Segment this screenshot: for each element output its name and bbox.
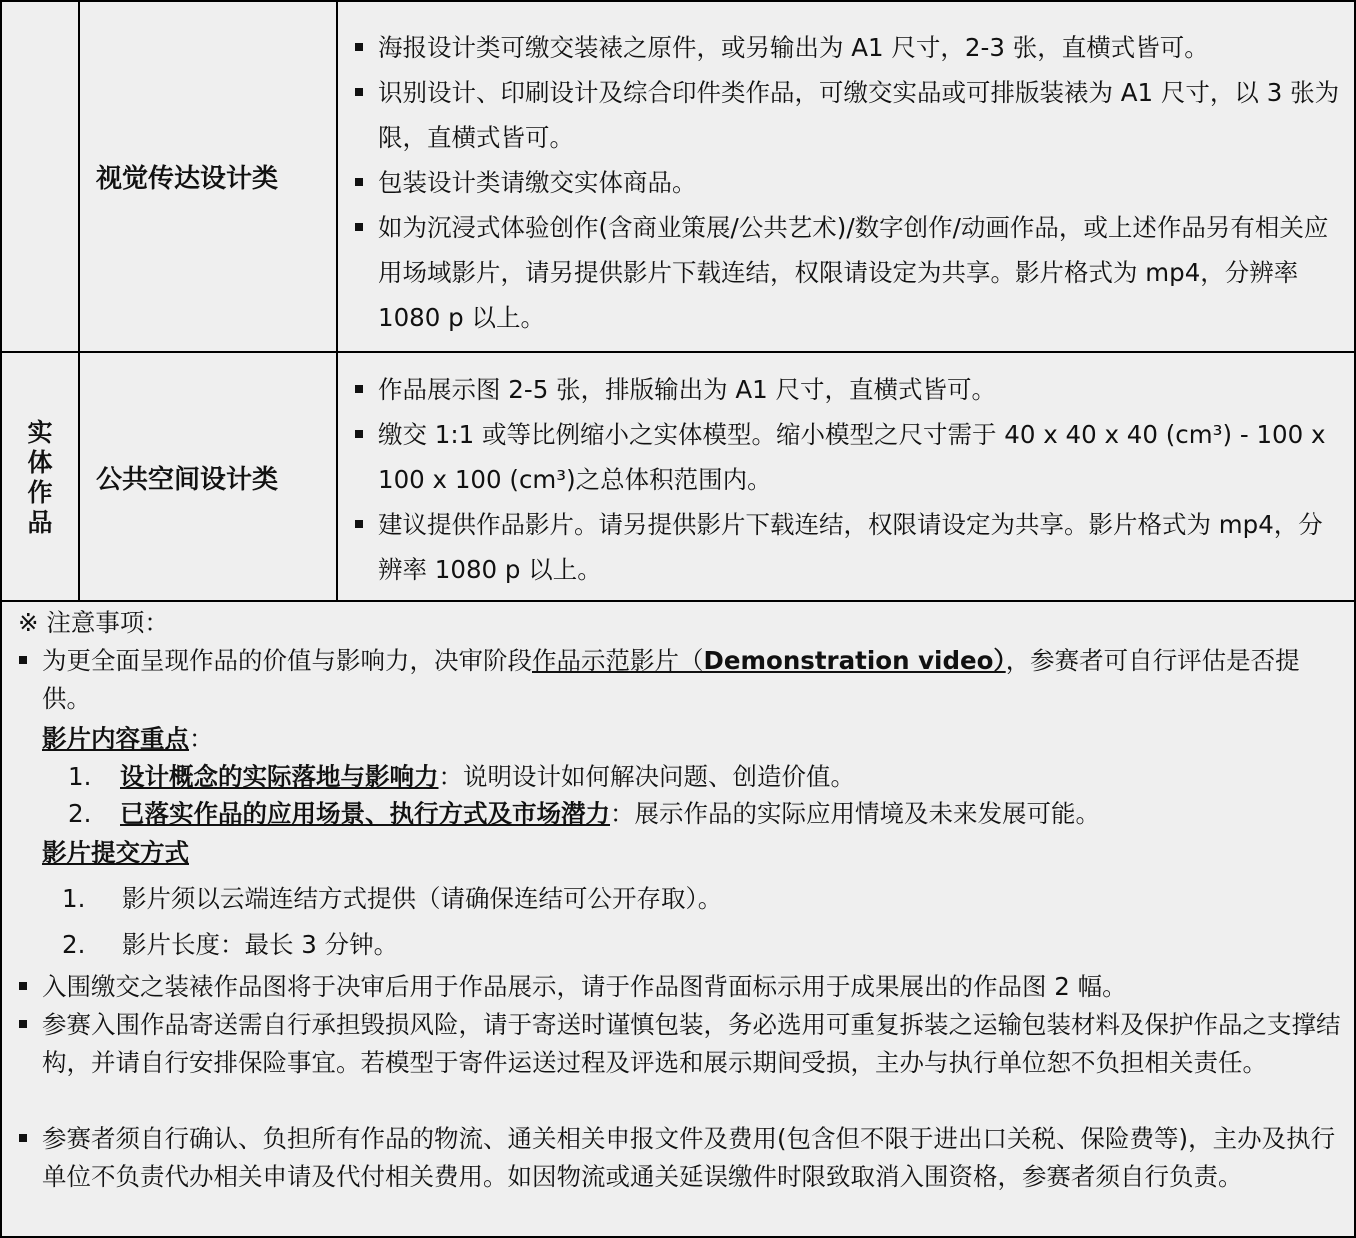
list-item: 1. 影片须以云端连结方式提供（请确保连结可公开存取）。: [62, 884, 723, 913]
list-item: 海报设计类可缴交装裱之原件，或另输出为 A1 尺寸，2-3 张，直横式皆可。: [338, 25, 1342, 70]
notes-bullet: 为更全面呈现作品的价值与影响力，决审阶段作品示范影片（Demonstration video），参赛者可自行评估是否提供。: [2, 642, 1342, 718]
square-bullet-icon: [19, 656, 27, 664]
category-cell-empty: [1, 1, 79, 352]
list-item: 如为沉浸式体验创作(含商业策展/公共艺术)/数字创作/动画作品，或上述作品另有相关应用场域影片，请另提供影片下载连结，权限请设定为共享。影片格式为 mp4，分辨率 1080 p 以上。: [338, 205, 1342, 340]
content-heading: 影片内容重点: [42, 724, 189, 753]
table-row: [1, 1, 1355, 352]
table-row: [1, 352, 1355, 603]
category-cell: [1, 352, 79, 603]
list-item: 1. 设计概念的实际落地与影响力：说明设计如何解决问题、创造价值。: [68, 762, 855, 791]
list-item: 2. 已落实作品的应用场景、执行方式及市场潜力：展示作品的实际应用情境及未来发展可能。: [68, 799, 1100, 828]
list-item: 缴交 1:1 或等比例缩小之实体模型。缩小模型之尺寸需于 40 x 40 x 40 (cm³) - 100 x 100 x 100 (cm³)之总体积范围内。: [338, 412, 1342, 502]
submission-requirements-table: [0, 0, 1356, 604]
notes-bullet: 入围缴交之装裱作品图将于决审后用于作品展示，请于作品图背面标示用于成果展出的作品图 2 幅。: [2, 968, 1342, 1006]
category-label-vertical: 实 体 作 品: [27, 417, 53, 537]
demo-video-term: 作品示范影片（Demonstration video）: [532, 646, 1006, 675]
content-heading-line: 影片内容重点：: [42, 724, 214, 753]
requirements-cell: [337, 1, 1355, 352]
list-item: 建议提供作品影片。请另提供影片下载连结，权限请设定为共享。影片格式为 mp4，分辨率 1080 p 以上。: [338, 502, 1342, 592]
requirements-cell: [337, 352, 1355, 603]
list-item: 作品展示图 2-5 张，排版输出为 A1 尺寸，直横式皆可。: [338, 367, 1342, 412]
notes-box: [0, 600, 1356, 1238]
square-bullet-icon: [19, 982, 27, 990]
square-bullet-icon: [19, 1020, 27, 1028]
list-item: 2. 影片长度：最长 3 分钟。: [62, 930, 399, 959]
notes-bullet: 参赛者须自行确认、负担所有作品的物流、通关相关申报文件及费用(包含但不限于进出口关税、保险费等)，主办及执行单位不负责代办相关申请及代付相关费用。如因物流或通关延误缴件时限致取消入围资格，参赛者须自行负责。: [2, 1120, 1342, 1196]
subcategory-cell: [79, 1, 337, 352]
subcategory-label: 视觉传达设计类: [96, 164, 279, 194]
notes-bullet: 参赛入围作品寄送需自行承担毁损风险，请于寄送时谨慎包装，务必选用可重复拆装之运输包装材料及保护作品之支撑结构，并请自行安排保险事宜。若模型于寄件运送过程及评选和展示期间受损，主办与执行单位恕不负担相关责任。: [2, 1006, 1342, 1082]
square-bullet-icon: [19, 1134, 27, 1142]
notes-title: ※ 注意事项：: [18, 608, 169, 637]
subcategory-label: 公共空间设计类: [96, 465, 279, 495]
list-item: 识别设计、印刷设计及综合印件类作品，可缴交实品或可排版装裱为 A1 尺寸，以 3 张为限，直横式皆可。: [338, 70, 1342, 160]
submit-heading: 影片提交方式: [42, 838, 189, 867]
requirements-list: [338, 3, 1354, 350]
requirements-list: [338, 353, 1354, 602]
subcategory-cell: [79, 352, 337, 603]
list-item: 包装设计类请缴交实体商品。: [338, 160, 1342, 205]
